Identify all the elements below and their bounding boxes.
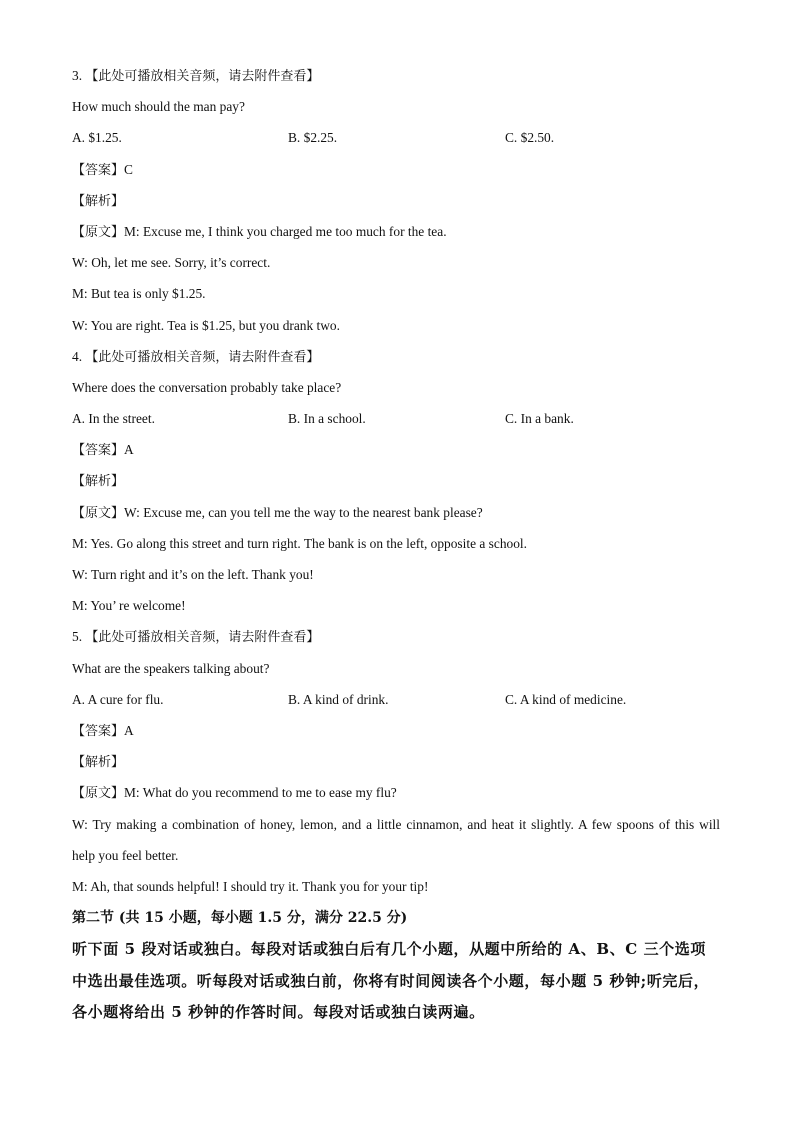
transcript-label: 【原文】	[72, 505, 125, 521]
answer-label: 【答案】	[72, 723, 125, 739]
option-a: A. In the street.	[72, 411, 155, 427]
option-b: B. A kind of drink.	[288, 691, 389, 707]
answer-row	[72, 438, 732, 469]
section-instruction: 各小题将给出 5 秒钟的作答时间。每段对话或独白读两遍。	[72, 1003, 485, 1022]
answer-value: C	[124, 161, 133, 177]
analysis-row	[72, 189, 732, 220]
option-b: B. In a school.	[288, 411, 366, 427]
document-page	[72, 64, 732, 1032]
options-row	[72, 407, 732, 438]
question-5-header	[72, 625, 732, 656]
transcript-label: 【原文】	[72, 224, 125, 240]
transcript-line: W: Oh, let me see. Sorry, it’s correct.	[72, 255, 271, 271]
answer-label: 【答案】	[72, 162, 125, 178]
answer-label: 【答案】	[72, 443, 125, 459]
audio-note[interactable]: 【此处可播放相关音频，请去附件查看】	[85, 630, 320, 646]
transcript-line: help you feel better.	[72, 847, 179, 863]
question-prompt: How much should the man pay?	[72, 99, 245, 115]
transcript-text: M: What do you recommend to me to ease my flu?	[124, 785, 397, 801]
question-prompt: What are the speakers talking about?	[72, 660, 270, 676]
question-4-header	[72, 345, 732, 376]
transcript-line: W: Turn right and it’s on the left. Thank you!	[72, 567, 314, 582]
transcript-label: 【原文】	[72, 786, 125, 802]
analysis-row	[72, 469, 732, 500]
audio-note[interactable]: 【此处可播放相关音频，请去附件查看】	[85, 69, 320, 84]
question-3-header	[72, 64, 732, 95]
option-c: C. $2.50.	[505, 130, 555, 146]
section-instruction: 听下面 5 段对话或独白。每段对话或独白后有几个小题，从题中所给的 A、B、C 三个选项	[72, 940, 706, 959]
options-row	[72, 688, 732, 719]
transcript-line: W: Try making a combination of honey, lemon, and a little cinnamon, and heat it slightly. A few spoons of this will	[72, 816, 720, 832]
answer-row	[72, 719, 732, 750]
transcript-text: W: Excuse me, can you tell me the way to the nearest bank please?	[124, 504, 483, 520]
analysis-label: 【解析】	[72, 193, 125, 209]
answer-row	[72, 158, 732, 189]
section-instruction: 中选出最佳选项。听每段对话或独白前，你将有时间阅读各个小题，每小题 5 秒钟;听完后，	[72, 971, 710, 990]
transcript-line	[72, 781, 732, 812]
question-number: 5.	[72, 629, 83, 645]
analysis-label: 【解析】	[72, 474, 125, 490]
option-b: B. $2.25.	[288, 130, 338, 146]
audio-note[interactable]: 【此处可播放相关音频，请去附件查看】	[85, 349, 320, 365]
transcript-line: M: You’ re welcome!	[72, 598, 186, 614]
analysis-row	[72, 750, 732, 781]
question-number: 3.	[72, 68, 83, 83]
section-title: 第二节 (共 15 小题，每小题 1.5 分，满分 22.5 分)	[72, 910, 408, 927]
transcript-line: M: Ah, that sounds helpful! I should try it. Thank you for your tip!	[72, 878, 429, 894]
option-a: A. $1.25.	[72, 130, 122, 146]
answer-value: A	[124, 442, 134, 458]
question-number: 4.	[72, 348, 83, 364]
option-a: A. A cure for flu.	[72, 691, 164, 707]
transcript-line: M: But tea is only $1.25.	[72, 286, 206, 302]
answer-value: A	[124, 722, 134, 738]
transcript-line: W: You are right. Tea is $1.25, but you drank two.	[72, 317, 340, 333]
transcript-line	[72, 220, 732, 251]
option-c: C. A kind of medicine.	[505, 691, 627, 707]
question-prompt: Where does the conversation probably take place?	[72, 379, 342, 395]
options-row	[72, 126, 732, 157]
transcript-line: M: Yes. Go along this street and turn right. The bank is on the left, opposite a school.	[72, 535, 527, 551]
option-c: C. In a bank.	[505, 411, 574, 427]
transcript-line	[72, 501, 732, 532]
analysis-label: 【解析】	[72, 755, 125, 771]
transcript-text: M: Excuse me, I think you charged me too much for the tea.	[124, 223, 447, 239]
